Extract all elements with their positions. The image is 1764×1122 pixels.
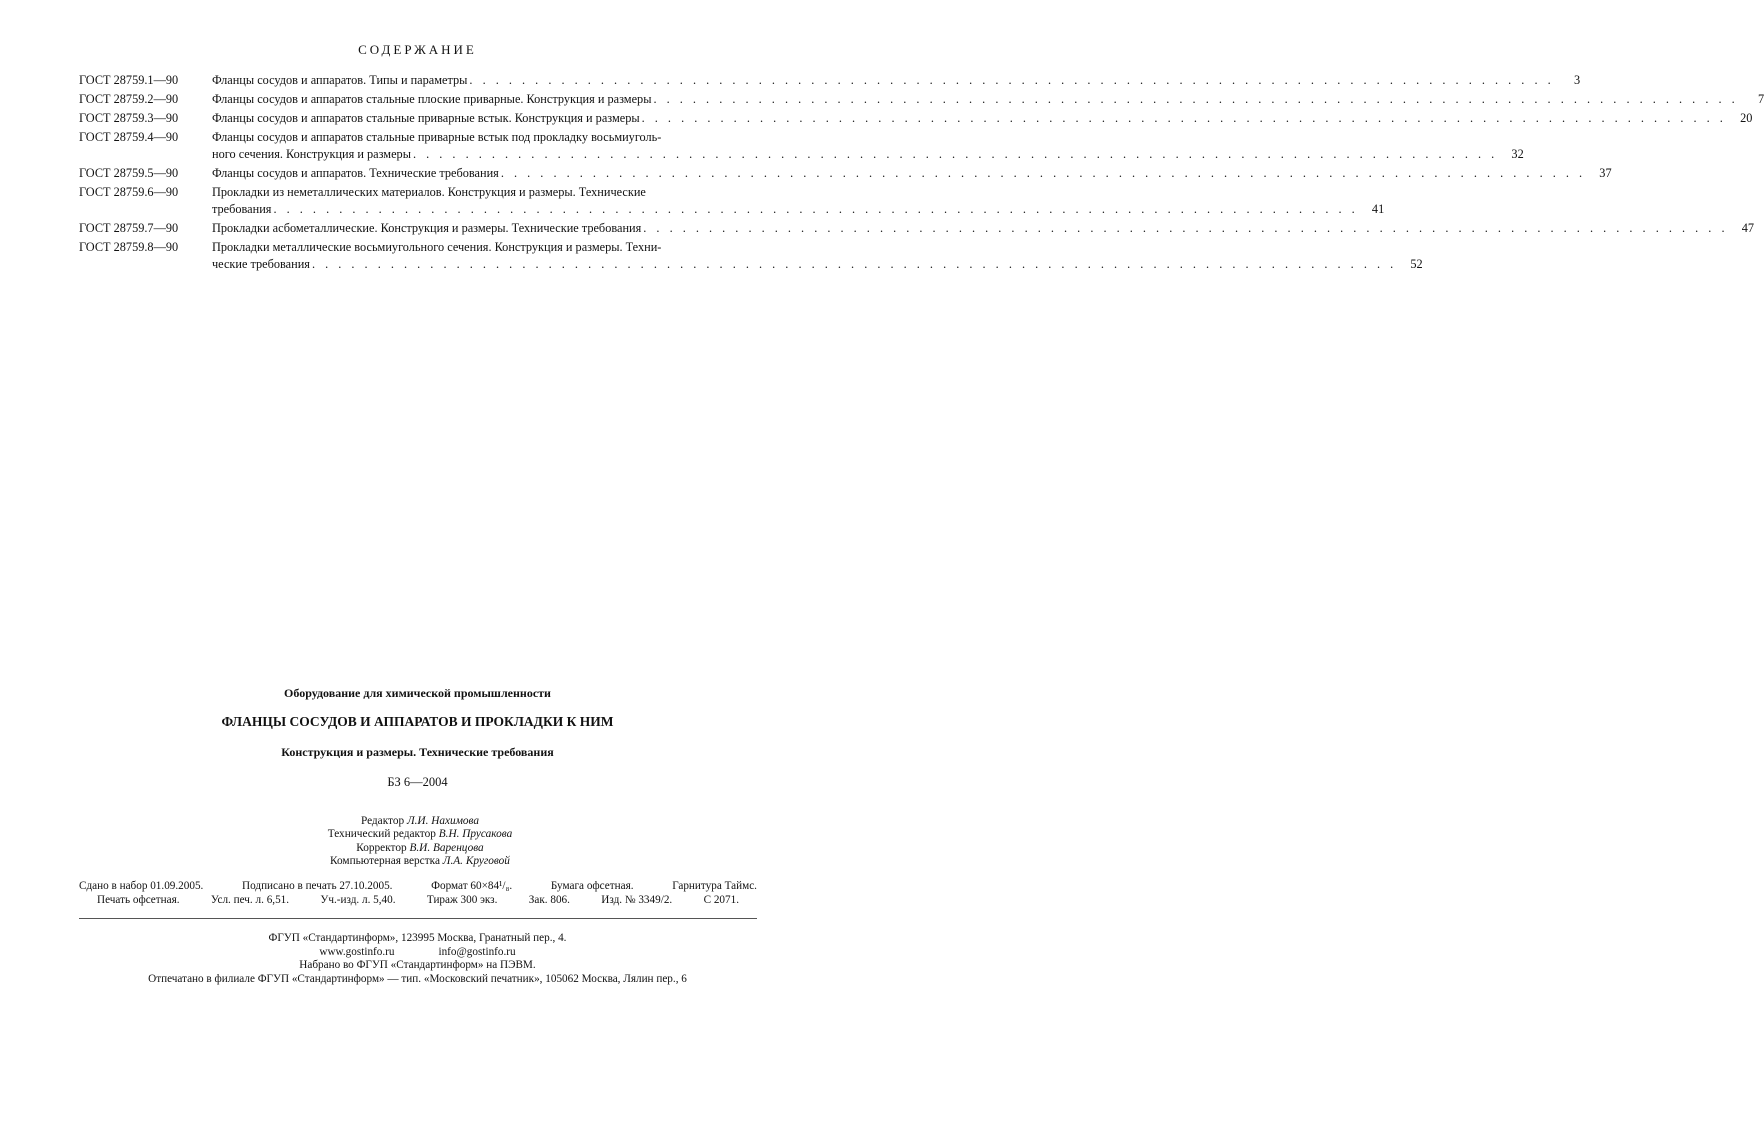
toc-entry-page: 41 [1371,202,1385,217]
toc-entry-title: Прокладки из неметаллических материалов. Конструкция и размеры. Технические [212,184,646,199]
toc-entry[interactable] [79,239,1423,274]
toc-entry-title: Фланцы сосудов и аппаратов. Технические требования [212,165,499,180]
toc-entry-code: ГОСТ 28759.6—90 [79,184,179,199]
staff-line: Редактор Л.И. Нахимова [360,815,480,827]
toc-entry-page: 37 [1599,165,1612,180]
toc-entry-code: ГОСТ 28759.5—90 [79,165,179,180]
leader-dots [642,110,1727,127]
toc-entry[interactable] [79,165,1612,182]
toc-entry-code: ГОСТ 28759.8—90 [79,239,179,254]
toc-heading: СОДЕРЖАНИЕ [358,42,477,57]
typeset-note: Набрано во ФГУП «Стандартинформ» на ПЭВМ. [299,959,536,971]
toc-entry-page: 32 [1511,146,1524,161]
production-details [79,880,757,907]
toc-entry-title-cont: требования [212,202,272,217]
toc-entry-code: ГОСТ 28759.2—90 [79,91,179,106]
printer-note: Отпечатано в филиале ФГУП «Стандартинформ» — тип. «Московский печатник», 105062 Москва, Лялин пер., 6 [148,972,687,985]
toc-entry-title-cont: ного сечения. Конструкция и размеры [212,146,411,161]
leader-dots [653,91,1738,108]
divider [79,918,757,919]
staff-credits [250,815,590,869]
toc-entry-code: ГОСТ 28759.1—90 [79,73,179,87]
toc-entry-page: 7 [1758,91,1764,106]
staff-line: Технический редактор В.Н. Прусакова [327,828,513,841]
leader-dots [469,72,1554,89]
imprint-subject: Оборудование для химической промышленности [284,686,551,700]
toc-entry-title: Прокладки асбометаллические. Конструкция и размеры. Технические требования [212,220,642,235]
toc-entry[interactable] [79,91,1764,108]
email-link[interactable]: info@gostinfo.ru [438,945,516,958]
table-of-contents [79,72,1764,275]
staff-line: Компьютерная верстка Л.А. Круговой [330,855,510,868]
toc-entry-page: 47 [1741,220,1755,235]
toc-entry-title: Фланцы сосудов и аппаратов стальные плоские приварные. Конструкция и размеры [212,91,652,106]
toc-entry-page: 3 [1574,73,1581,87]
publisher-address: ФГУП «Стандартинформ», 123995 Москва, Гранатный пер., 4. [268,932,567,944]
toc-entry-title: Фланцы сосудов и аппаратов. Типы и параметры [212,73,468,87]
toc-entry-title-cont: ческие требования [212,257,310,272]
toc-entry-code: ГОСТ 28759.7—90 [79,220,179,235]
leader-dots [273,201,1358,218]
leader-dots [413,146,1498,163]
leader-dots [312,256,1397,273]
leader-dots [643,220,1728,237]
toc-entry[interactable] [79,72,1581,89]
imprint-subtitle: Конструкция и размеры. Технические требования [281,745,554,759]
publisher-contacts [0,946,835,960]
publisher-footer [0,932,835,986]
production-line-1: Сдано в набор 01.09.2005. Подписано в печать 27.10.2005. Формат 60×84¹/₈. Бумага офсетная. Гарнитура Таймс. [79,880,757,892]
toc-entry[interactable] [79,220,1755,237]
imprint-bz: БЗ 6—2004 [387,775,448,789]
toc-entry[interactable] [79,110,1753,127]
toc-entry-page: 20 [1740,110,1753,125]
toc-entry-title: Прокладки металлические восьмиугольного сечения. Конструкция и размеры. Техни- [212,239,662,254]
website-link[interactable]: www.gostinfo.ru [319,945,395,958]
toc-entry[interactable] [79,184,1385,219]
toc-entry-title: Фланцы сосудов и аппаратов стальные приварные встык под прокладку восьмиуголь- [212,129,662,144]
toc-entry-title: Фланцы сосудов и аппаратов стальные приварные встык. Конструкция и размеры [212,110,640,125]
imprint-title: ФЛАНЦЫ СОСУДОВ И АППАРАТОВ И ПРОКЛАДКИ К НИМ [221,714,614,729]
production-line-2: Печать офсетная. Усл. печ. л. 6,51. Уч.-изд. л. 5,40. Тираж 300 экз. Зак. 806. Изд. № 3349/2. С 2071. [97,893,739,906]
toc-entry-code: ГОСТ 28759.4—90 [79,129,179,144]
toc-entry[interactable] [79,129,1524,164]
leader-dots [501,165,1586,182]
staff-line: Корректор В.И. Варенцова [356,841,484,854]
toc-entry-code: ГОСТ 28759.3—90 [79,110,179,125]
toc-entry-page: 52 [1410,257,1423,272]
